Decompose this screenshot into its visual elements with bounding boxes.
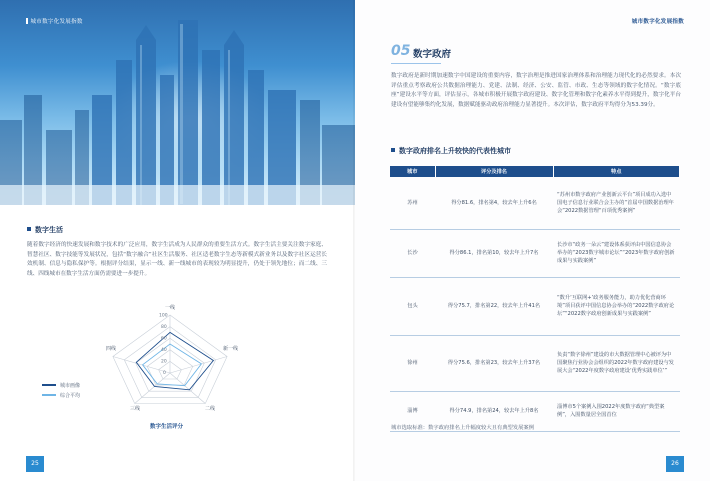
radar-tick: 20 bbox=[161, 359, 167, 365]
city-cell: 包头 bbox=[390, 277, 435, 335]
section-title: 数字生活 bbox=[27, 225, 63, 235]
feature-cell: 淄博市5个案例入围2022年度数字政府“典型案例”，入围数量居全国首位 bbox=[553, 391, 680, 431]
table-footnote: 城市选取标准：数字政府排名上升幅度较大且有典型发展案例 bbox=[391, 425, 535, 431]
table-header: 评分及排名 bbox=[435, 166, 553, 177]
section-marker bbox=[391, 148, 395, 152]
radar-tick: 40 bbox=[161, 348, 167, 353]
radar-tick: 100 bbox=[159, 313, 168, 319]
subsection-title: 数字政府排名上升较快的代表性城市 bbox=[391, 146, 511, 156]
series-average bbox=[143, 344, 202, 386]
table-header-row bbox=[390, 166, 680, 177]
chart-caption: 数字生活评分 bbox=[150, 424, 184, 430]
running-head: 城市数字化发展指数 bbox=[631, 19, 684, 25]
right-page bbox=[355, 0, 710, 481]
score-cell: 得分75.6，排名第23，较去年上升37名 bbox=[435, 335, 553, 391]
feature-cell: “苏州市数字政府产业创新云平台”项目成功入选中国电子信息行业联合会主办的“首届中国数据治理年会”2022数据管理“百项优秀案例” bbox=[553, 177, 680, 229]
section-title: 数字政府 bbox=[413, 49, 452, 60]
city-cell: 苏州 bbox=[390, 177, 435, 229]
section-paragraph: 随着数字经济的快速发展和数字技术的广泛应用，数字生活成为人民群众的重要生活方式。数字生活主要关注数字家庭、智慧社区、数字技能等发展状况，包括“数字融合”社区生活服务、社区适老数字生态等新模式新业务以及数字社区运营长效机制、信息与隐私保护等。根据评分结果，显示一线、新一线城市的表现较为明显提升，仍处于领先地位；而二线、三线、四线城市在数字生活方面仍需要进一步提升。 bbox=[27, 242, 327, 277]
score-cell: 得分86.1，排名第10，较去年上升7名 bbox=[435, 229, 553, 277]
radar-chart bbox=[60, 300, 250, 425]
city-cell: 淄博 bbox=[390, 391, 435, 431]
radar-axis-label: 四线 bbox=[106, 346, 117, 352]
city-cell: 长沙 bbox=[390, 229, 435, 277]
table-row bbox=[390, 277, 680, 335]
table-header: 特点 bbox=[553, 166, 680, 177]
heading-rule bbox=[391, 63, 441, 64]
radar-tick: 0 bbox=[163, 371, 166, 376]
section-paragraph: 数字政府是新时期加速数字中国建设的重要内容，数字治理是推进国家治理体系和治理能力现代化的必然要求。本次评估重点考察政府公共数据治理能力、党建、法制、经济、公安、监管、市政、生态等领域的数字化情况。“数字底座”建设水平等方面，评估显示，各城市积极开展数字政府建设、数字化管理和数字化素养水平得到提升，数字化平台建设有望能够集约化发展，数据赋能驱动政府治理能力显著提升。本次评估，数字政府平均得分为53.39分。 bbox=[391, 73, 681, 108]
table-row bbox=[390, 177, 680, 229]
radar-tick: 60 bbox=[161, 336, 167, 342]
section-marker bbox=[27, 227, 31, 231]
feature-cell: 长沙市“政务一朵云”建设体系获评由中国信息协会举办的“2023数字城市论坛”“2023年数字政府创新成果与实践案例” bbox=[553, 229, 680, 277]
score-cell: 得分74.9，排名第24，较去年上升8名 bbox=[435, 391, 553, 431]
score-cell: 得分81.6，排名第4，较去年上升6名 bbox=[435, 177, 553, 229]
table-row bbox=[390, 229, 680, 277]
page-number: 25 bbox=[26, 456, 44, 472]
radar-axis-label: 三线 bbox=[130, 406, 141, 412]
legend-item: 综合平均 bbox=[42, 390, 100, 400]
ranking-table bbox=[390, 166, 680, 432]
city-cell: 徐州 bbox=[390, 335, 435, 391]
radar-axis-label: 一线 bbox=[165, 305, 176, 311]
radar-tick: 80 bbox=[161, 325, 167, 330]
feature-cell: 负责“数字徐州”建设的市大数据管理中心被评为中国聚焦行业协会会组织的2022年数字政府建设与发展大会“2022年度数字政府建设‘优秀实践单位’” bbox=[553, 335, 680, 391]
score-cell: 得分75.7，排名第22，较去年上升41名 bbox=[435, 277, 553, 335]
table-row bbox=[390, 335, 680, 391]
radar-legend bbox=[42, 380, 100, 404]
feature-cell: “数升‘互联网+’政务服务能力，助力优化营商环境”项目获评中国信息协会举办的“2022数字政府论坛”“2022数字政府创新成果与实践案例” bbox=[553, 277, 680, 335]
legend-swatch bbox=[42, 384, 56, 385]
page-number: 26 bbox=[666, 456, 684, 472]
city-skyline-photo bbox=[0, 0, 355, 205]
section-number: 05 bbox=[391, 43, 411, 59]
radar-axis-label: 二线 bbox=[205, 406, 216, 412]
legend-item: 城市画像 bbox=[42, 380, 100, 390]
table-header: 城市 bbox=[390, 166, 435, 177]
legend-swatch bbox=[42, 394, 56, 395]
radar-axis-label: 新一线 bbox=[223, 346, 239, 352]
running-head: 城市数字化发展指数 bbox=[26, 17, 83, 25]
